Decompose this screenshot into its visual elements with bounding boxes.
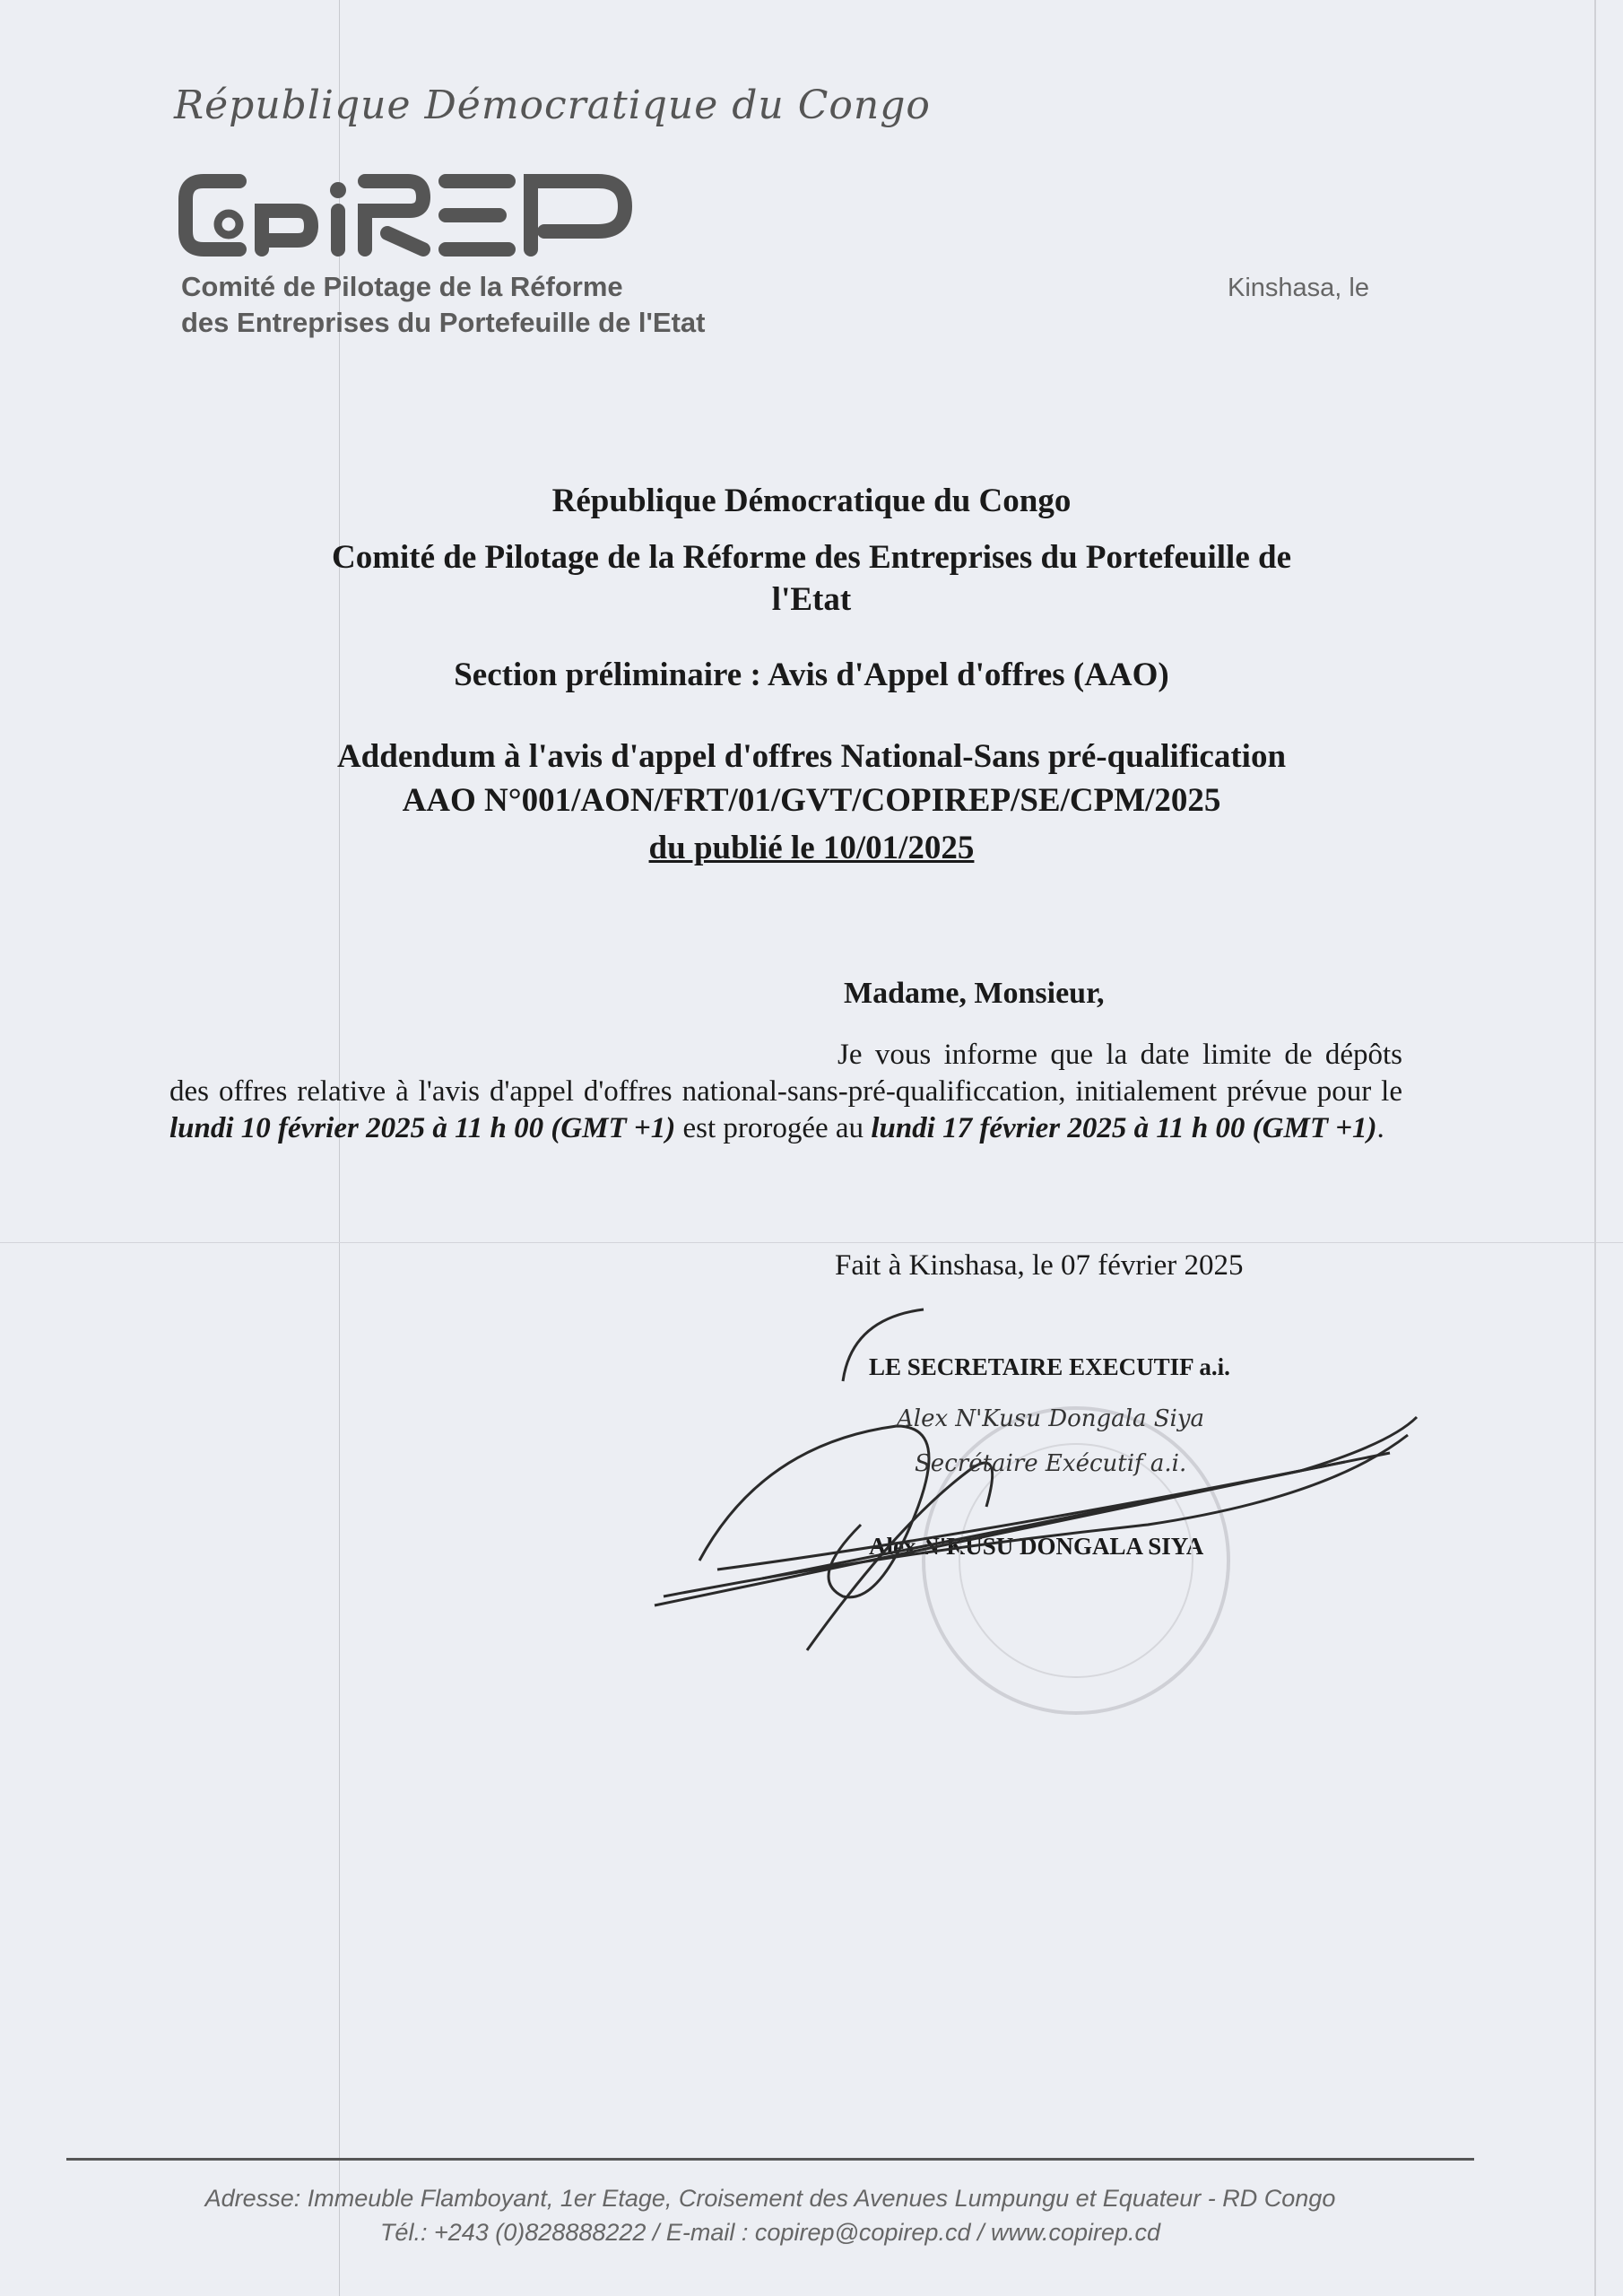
- published-date: du publié le 10/01/2025: [648, 830, 975, 866]
- old-deadline: lundi 10 février 2025 à 11 h 00 (GMT +1): [169, 1112, 676, 1144]
- place-date: Kinshasa, le: [1228, 274, 1369, 302]
- footer-address: Adresse: Immeuble Flamboyant, 1er Etage, Croisement des Avenues Lumpungu et Equateur - RD Congo: [204, 2185, 1336, 2212]
- signatory-name: Alex N'KUSU DONGALA SIYA: [869, 1533, 1204, 1560]
- done-at: Fait à Kinshasa, le 07 février 2025: [835, 1249, 1244, 1282]
- footer-contact: Tél.: +243 (0)828888222 / E-mail : copirep@copirep.cd / www.copirep.cd: [379, 2219, 1161, 2246]
- title-line-1: République Démocratique du Congo: [551, 483, 1072, 519]
- signature-and-stamp: [628, 1292, 1480, 1722]
- footer-divider: [66, 2158, 1474, 2161]
- committee-line-1: Comité de Pilotage de la Réforme: [181, 271, 623, 302]
- letter-body: [169, 1037, 1402, 1147]
- signature-icon: [655, 1309, 1417, 1650]
- title-line-3: l'Etat: [771, 581, 852, 618]
- paper-fold-vertical: [339, 0, 340, 2296]
- committee-name: [181, 269, 705, 341]
- paper-fold-horizontal: [0, 1242, 1623, 1243]
- committee-line-2: des Entreprises du Portefeuille de l'Etat: [181, 307, 706, 338]
- title-line-2: Comité de Pilotage de la Réforme des Entreprises du Portefeuille de: [331, 539, 1292, 576]
- salutation: Madame, Monsieur,: [844, 977, 1105, 1010]
- letterhead-script-header: République Démocratique du Congo: [174, 83, 931, 128]
- handwritten-annotation: Alex N'Kusu Dongala Siya: [897, 1405, 1205, 1432]
- signatory-title: LE SECRETAIRE EXECUTIF a.i.: [869, 1353, 1230, 1380]
- body-text-2: est prorogée au: [675, 1112, 872, 1144]
- body-end: .: [1376, 1112, 1384, 1144]
- handwritten-annotation-2: Secrétaire Exécutif a.i.: [915, 1450, 1187, 1477]
- copirep-logo: [177, 170, 643, 260]
- new-deadline: lundi 17 février 2025 à 11 h 00 (GMT +1): [871, 1112, 1377, 1144]
- section-title: Section préliminaire : Avis d'Appel d'offres (AAO): [454, 657, 1169, 693]
- reference-number: AAO N°001/AON/FRT/01/GVT/COPIREP/SE/CPM/2025: [402, 782, 1221, 819]
- body-text-1: Je vous informe que la date limite de dépôts des offres relative à l'avis d'appel d'offres national-sans-pré-qualificcation, initialement prévue pour le: [169, 1039, 1402, 1108]
- addendum-title: Addendum à l'avis d'appel d'offres National-Sans pré-qualification: [336, 738, 1287, 775]
- paper-edge: [1594, 0, 1596, 2296]
